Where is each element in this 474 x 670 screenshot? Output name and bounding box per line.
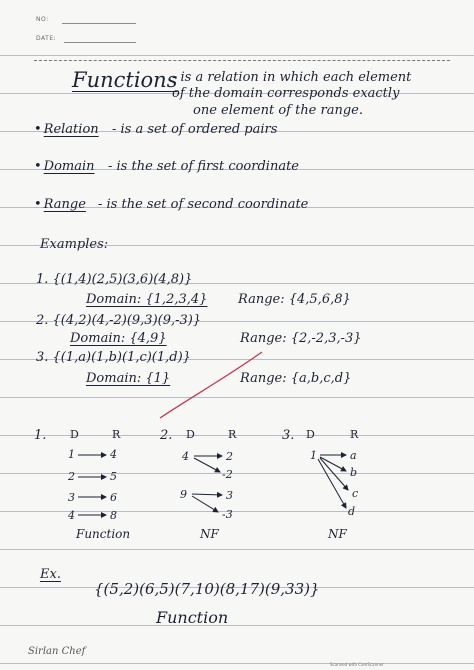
examples-heading: Examples: [40, 237, 109, 252]
ex-verdict: Function [156, 608, 229, 627]
map1-left-2: 3 [68, 491, 75, 504]
mapping-1-head: 1. [34, 428, 47, 443]
term-range-word: Range [43, 197, 86, 212]
footer-scanner-note: Scanned with CamScanner [330, 662, 384, 667]
mapping-3-head: 3. [282, 428, 295, 443]
mapping-2-caption: NF [200, 527, 219, 541]
example-2-domain: Domain: {4,9} [70, 331, 167, 346]
mapping-3-d: D [306, 428, 315, 441]
map3-right-2: c [352, 487, 359, 500]
term-domain-desc: - is the set of first coordinate [108, 159, 299, 174]
map1-left-1: 2 [68, 470, 75, 483]
term-range-desc: - is the set of second coordinate [98, 197, 309, 212]
map2-right-1: -2 [222, 468, 233, 481]
mapping-1-r: R [112, 428, 121, 441]
page-title: Functions [72, 68, 178, 92]
definition-line-3: one element of the range. [193, 103, 363, 118]
map3-right-1: b [350, 466, 358, 479]
no-label: NO: [36, 16, 49, 23]
map1-right-3: 8 [110, 509, 117, 522]
example-3-range: Range: {a,b,c,d} [240, 371, 352, 386]
map2-right-3: -3 [222, 508, 233, 521]
term-relation-word: Relation [43, 122, 99, 137]
mapping-1-d: D [70, 428, 79, 441]
example-1-range: Range: {4,5,6,8} [238, 292, 351, 307]
ex-set: {(5,2)(6,5)(7,10)(8,17)(9,33)} [94, 580, 320, 598]
footer-signature: Sirlan Chef [28, 646, 86, 657]
map2-arrow-1 [194, 458, 220, 472]
map2-right-2: 3 [226, 489, 233, 502]
map2-left-1: 9 [180, 488, 187, 501]
example-2-range: Range: {2,-2,3,-3} [240, 331, 362, 346]
map1-right-0: 4 [110, 448, 117, 461]
map1-right-2: 6 [110, 491, 117, 504]
map3-right-0: a [350, 449, 357, 462]
map3-left-0: 1 [310, 449, 317, 462]
example-3-domain: Domain: {1} [86, 371, 171, 386]
example-1-set: 1. {(1,4)(2,5)(3,6)(4,8)} [36, 272, 193, 287]
mapping-1-caption: Function [76, 527, 131, 541]
map1-left-3: 4 [68, 509, 75, 522]
mapping-3-r: R [350, 428, 359, 441]
definition-line-2: of the domain corresponds exactly [172, 86, 400, 101]
map2-left-0: 4 [182, 450, 189, 463]
mapping-3-caption: NF [328, 527, 347, 541]
map2-right-0: 2 [226, 450, 233, 463]
map1-right-1: 5 [110, 470, 117, 483]
example-2-set: 2. {(4,2)(4,-2)(9,3)(9,-3)} [36, 313, 202, 328]
definition-line-1: - is a relation in which each element [172, 70, 412, 85]
term-relation-desc: - is a set of ordered pairs [112, 122, 278, 137]
mapping-2-head: 2. [160, 428, 173, 443]
map2-arrow-3 [192, 496, 218, 512]
map2-arrow-2 [192, 494, 222, 495]
map3-right-3: d [348, 505, 356, 518]
map3-arrow-2 [320, 458, 348, 490]
mapping-2-r: R [228, 428, 237, 441]
example-1-domain: Domain: {1,2,3,4} [86, 292, 208, 307]
example-3-set: 3. {(1,a)(1,b)(1,c)(1,d)} [36, 350, 191, 365]
mapping-2-d: D [186, 428, 195, 441]
map1-left-0: 1 [68, 448, 75, 461]
date-label: DATE: [36, 35, 57, 42]
ex-label: Ex. [40, 567, 61, 582]
term-domain-word: Domain [43, 159, 95, 174]
